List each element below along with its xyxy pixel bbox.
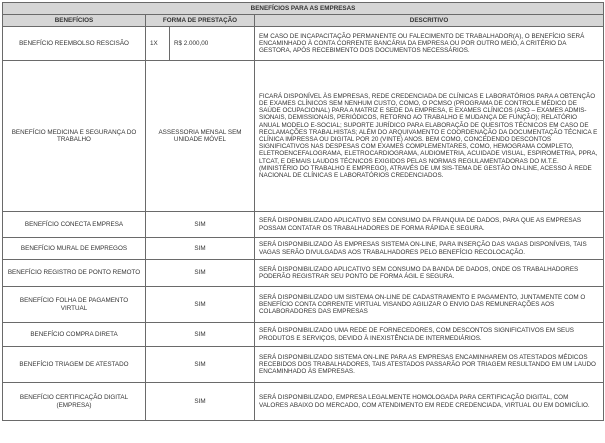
benefit-form: SIM bbox=[146, 347, 255, 383]
benefit-form: SIM bbox=[146, 212, 255, 238]
benefit-description: SERÁ DISPONIBILIZADO UM SISTEMA ON-LINE DE CADASTRAMENTO E PAGAMENTO, JUNTAMENTE COM O BENEFÍCIO CONTA CORRENTE VIRTUAL VISANDO AGILIZAR O ENVIO DAS REMUNERAÇÕES AOS COLABORADORES DAS EMPRESAS bbox=[255, 287, 604, 323]
benefit-description: FICARÁ DISPONÍVEL ÀS EMPRESAS, REDE CREDENCIADA DE CLÍNICAS E LABORATÓRIOS PARA A OBTENÇÃO DE EXAMES CLÍNICOS SEM NENHUM CUSTO, COMO, O PCMSO (PROGRAMA DE CONTROLE MÉDICO DE SAÚDE OCUPACIONAL) PARA A MATRIZ E SEDE DA EMPRESA, E EXAMES CLÍNICOS (ASO – EXAMES ADMIS-SIONAIS, DEMISSIONAIS, PERIÓDICOS, RETORNO AO TRABALHO E MUDANÇA DE FUNÇÃO); RELATÓRIO ANUAL MODELO E-SOCIAL; SUPORTE JURÍDICO PARA ELABORAÇÃO DE QUESITOS TÉCNICOS EM CASO DE RECLAMAÇÕES TRABALHISTAS; ALÉM DO ARQUIVAMENTO E COORDENAÇÃO DA DOCUMENTAÇÃO TÉCNICA E CLÍNICA IMPRESSA OU DIGITAL POR 20 (VINTE) ANOS. BEM COMO, CONCEDENDO DESCONTOS SIGNIFICATIVOS NAS DESPESAS COM EXAMES COMPLEMENTARES, COMO, HEMOGRAMA COMPLETO, ELETROENCEFALOGRAMA, ELETROCARDIOGRAMA, AUDIOMETRIA, ACUIDADE VISUAL, ESPIROMETRIA, PPRA, LTCAT, E DEMAIS LAUDOS TÉCNICOS EXIGIDOS PELAS NORMAS REGULAMENTADORAS DO M.T.E. (MINISTÉRIO DO TRABALHO E EMPREGO), ATRAVÉS DE UM SIS-TEMA DE GESTÃO ON-LINE, ACESSO À REDE NACIONAL DE CLÍNICAS E LABORATÓRIOS CREDENCIADOS. bbox=[255, 61, 604, 212]
table-row bbox=[3, 238, 604, 260]
benefit-description: SERÁ DISPONIBILIZADO, EMPRESA LEGALMENTE HOMOLOGADA PARA CERTIFICAÇÃO DIGITAL, COM VALORES ABAIXO DO MERCADO, COM ATENDIMENTO EM REDE CREDENCIADA, VIRTUAL OU EM DOMICÍLIO. bbox=[255, 383, 604, 421]
benefit-form: ASSESSORIA MENSAL SEM UNIDADE MÓVEL bbox=[146, 61, 255, 212]
benefit-description: SERÁ DISPONIBILIZADO SISTEMA ON-LINE PARA AS EMPRESAS ENCAMINHAREM OS ATESTADOS MÉDICOS RECEBIDOS DOS TRABALHADORES, TAIS ATESTADOS PASSARÃO POR TRIAGEM RESULTANDO EM UM LAUDO ENCAMINHADO ÀS EMPRESAS. bbox=[255, 347, 604, 383]
benefit-name: BENEFÍCIO TRIAGEM DE ATESTADO bbox=[3, 347, 146, 383]
benefit-name: BENEFÍCIO FOLHA DE PAGAMENTO VIRTUAL bbox=[3, 287, 146, 323]
table-row bbox=[3, 323, 604, 347]
table-row bbox=[3, 61, 604, 212]
benefits-table bbox=[2, 2, 604, 421]
table-row bbox=[3, 27, 604, 61]
benefit-description: SERÁ DISPONIBILIZADO APLICATIVO SEM CONSUMO DA FRANQUIA DE DADOS, PARA QUE AS EMPRESAS POSSAM CONTATAR OS TRABALHADORES DE FORMA RÁPIDA E SEGURA. bbox=[255, 212, 604, 238]
benefit-name: BENEFÍCIO CONECTA EMPRESA bbox=[3, 212, 146, 238]
table-row bbox=[3, 212, 604, 238]
table-row bbox=[3, 287, 604, 323]
benefit-name: BENEFÍCIO CERTIFICAÇÃO DIGITAL (EMPRESA) bbox=[3, 383, 146, 421]
table-row bbox=[3, 347, 604, 383]
benefit-quantity: 1X bbox=[146, 27, 170, 61]
benefit-value: R$ 2.000,00 bbox=[170, 27, 255, 61]
benefit-form: SIM bbox=[146, 238, 255, 260]
benefit-name: BENEFÍCIO REEMBOLSO RESCISÃO bbox=[3, 27, 146, 61]
table-header-row bbox=[3, 15, 604, 27]
benefit-form: SIM bbox=[146, 383, 255, 421]
benefit-name: BENEFÍCIO REGISTRO DE PONTO REMOTO bbox=[3, 260, 146, 287]
header-beneficios: BENEFÍCIOS bbox=[3, 15, 146, 27]
table-title-row bbox=[3, 3, 604, 15]
benefit-description: SERÁ DISPONIBILIZADO APLICATIVO SEM CONSUMO DA BANDA DE DADOS, ONDE OS TRABALHADORES PODERÃO REGISTRAR SEU PONTO DE FORMA ÁGIL E SEGURA. bbox=[255, 260, 604, 287]
benefit-description: SERÁ DISPONIBILIZADO ÀS EMPRESAS SISTEMA ON-LINE, PARA INSERÇÃO DAS VAGAS DISPONÍVEIS, TAIS VAGAS SERÃO DIVULGADAS AOS TRABALHADORES PELO BENEFÍCIO RECOLOCAÇÃO. bbox=[255, 238, 604, 260]
benefit-description: EM CASO DE INCAPACITAÇÃO PERMANENTE OU FALECIMENTO DE TRABALHADOR(A), O BENEFÍCIO SERÁ ENCAMINHADO À CONTA CORRENTE BANCÁRIA DA EMPRESA OU POR OUTRO MEIO, A CRITÉRIO DA GESTORA, APÓS RECEBIMENTO DOS DOCUMENTOS NECESSÁRIOS. bbox=[255, 27, 604, 61]
benefit-form: SIM bbox=[146, 260, 255, 287]
table-title: BENEFÍCIOS PARA AS EMPRESAS bbox=[3, 3, 604, 15]
header-descritivo: DESCRITIVO bbox=[255, 15, 604, 27]
benefit-form: SIM bbox=[146, 287, 255, 323]
header-forma-de-prestacao: FORMA DE PRESTAÇÃO bbox=[146, 15, 255, 27]
benefit-description: SERÁ DISPONIBILIZADO UMA REDE DE FORNECEDORES, COM DESCONTOS SIGNIFICATIVOS EM SEUS PRODUTOS E SERVIÇOS, DEVIDO À INEXISTÊNCIA DE INTERMEDIÁRIOS. bbox=[255, 323, 604, 347]
benefit-form: SIM bbox=[146, 323, 255, 347]
benefit-name: BENEFÍCIO COMPRA DIRETA bbox=[3, 323, 146, 347]
benefit-name: BENEFÍCIO MEDICINA E SEGURANÇA DO TRABALHO bbox=[3, 61, 146, 212]
table-row bbox=[3, 260, 604, 287]
benefit-name: BENEFÍCIO MURAL DE EMPREGOS bbox=[3, 238, 146, 260]
table-row bbox=[3, 383, 604, 421]
